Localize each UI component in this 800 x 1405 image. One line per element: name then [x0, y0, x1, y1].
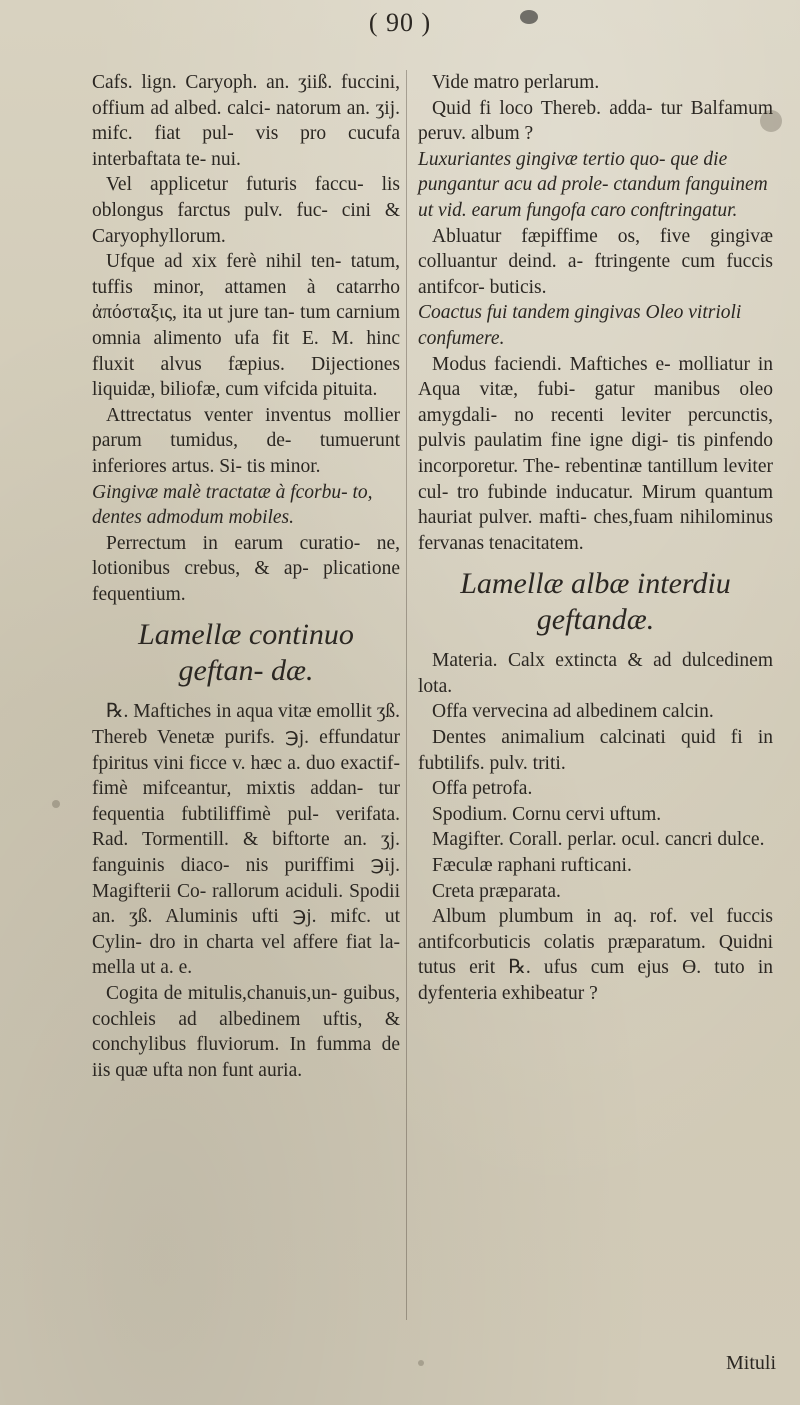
paragraph: Modus faciendi. Maftiches e- molliatur in Aqua vitæ, fubi- gatur manibus oleo amygdali- no recenti leviter percunctis, pulvis paulatim fine igne digi- tis pinfendo incorporetur. The- rebentinæ tantillum leviter cul- tro fubinde inducatur. Mirum quantum hauriat pulver. mafti- ches,fuam nihilominus fervanas tenacitatem.: [418, 353, 773, 554]
paragraph: Attrectatus venter inventus mollier parum tumidus, de- tumuerunt inferiores artus. Si- tis minor.: [92, 404, 400, 477]
paragraph: Materia. Calx extincta & ad dulcedinem lota.: [418, 650, 773, 697]
paragraph: Dentes animalium calcinati quid fi in fubtilifs. pulv. triti.: [418, 727, 773, 774]
section-heading: Lamellæ continuo geftan- dæ.: [138, 618, 354, 688]
paragraph: Album plumbum in aq. rof. vel fuccis antifcorbuticis colatis præparatum. Quidni tutus erit ℞. ufus cum ejus ϴ. tuto in dyfenteria exhibeatur ?: [418, 906, 773, 1004]
italic-subheading: Luxuriantes gingivæ tertio quo- que die pungantur acu ad prole- ctandum fanguinem ut vid. earum fungofa caro conftringatur.: [418, 148, 768, 221]
paragraph: Offa petrofa.: [432, 778, 533, 800]
paragraph: Perrectum in earum curatio- ne, lotionibus crebus, & ap- plicatione fequentium.: [92, 532, 400, 605]
paragraph: Ufque ad xix ferè nihil ten- tatum, tuffis minor, attamen à catarrho ἀπόσταξις, ita ut jure tan- tum carnium omnia alimento ufa fit E. M. hinc fluxit alvus fæpius. Dijectiones liquidæ, biliofæ, cum vifcida pituita.: [92, 251, 400, 401]
paragraph: Fæculæ raphani rufticani.: [432, 855, 632, 877]
right-column: [418, 70, 773, 1007]
paragraph: Quid fi loco Thereb. adda- tur Balfamum peruv. album ?: [418, 97, 773, 145]
italic-subheading: Coactus fui tandem gingivas Oleo vitrioli confumere.: [418, 302, 742, 349]
foxing-spot: [418, 1360, 424, 1366]
paragraph: Creta præparata.: [432, 880, 561, 902]
paragraph: Magifter. Corall. perlar. ocul. cancri dulce.: [432, 829, 765, 851]
catchword: Mituli: [725, 1352, 776, 1374]
paragraph: Spodium. Cornu cervi uftum.: [432, 803, 662, 825]
page-number: ( 90 ): [368, 8, 432, 37]
left-column: [92, 70, 400, 1083]
paragraph: Vel applicetur futuris faccu- lis oblongus farctus pulv. fuc- cini & Caryophyllorum.: [92, 174, 400, 247]
foxing-spot: [760, 110, 782, 132]
paragraph: ℞. Maftiches in aqua vitæ emollit ʒß. Thereb Venetæ purifs. ℈j. effundatur fpiritus vini ficce v. hæc a. duo exactif- fimè mifceantur, mixtis addan- tur fequentia fubtiliffimè pul- verifata. Rad. Tormentill. & biftorte an. ʒj. fanguinis diaco- nis puriffimi ℈ij. Magifterii Co- rallorum aciduli. Spodii an. ʒß. Aluminis ufti ℈j. mifc. ut Cylin- dro in charta vel affere fiat la- mella ut a. e.: [92, 701, 400, 979]
paragraph: Offa vervecina ad albedinem calcin.: [432, 701, 714, 723]
paragraph: Cogita de mitulis,chanuis,un- guibus, cochleis ad albedinem uftis, & conchylibus fluviorum. In fumma de iis quæ ufta non funt auria.: [92, 983, 400, 1081]
foxing-spot: [52, 800, 60, 808]
column-divider: [406, 70, 407, 1320]
paragraph: Vide matro perlarum.: [432, 72, 600, 93]
section-heading: Lamellæ albæ interdiu geftandæ.: [460, 567, 731, 637]
italic-subheading: Gingivæ malè tractatæ à fcorbu- to, dentes admodum mobiles.: [92, 481, 373, 529]
foxing-spot: [520, 10, 538, 24]
paragraph: Abluatur fæpiffime os, five gingivæ colluantur deind. a- ftringente cum fuccis antifcor- buticis.: [418, 225, 773, 298]
paragraph: Cafs. lign. Caryoph. an. ʒiiß. fuccini, offium ad albed. calci- natorum an. ʒij. mifc. fiat pul- vis pro cucufa interbaftata te- nui.: [92, 72, 400, 170]
